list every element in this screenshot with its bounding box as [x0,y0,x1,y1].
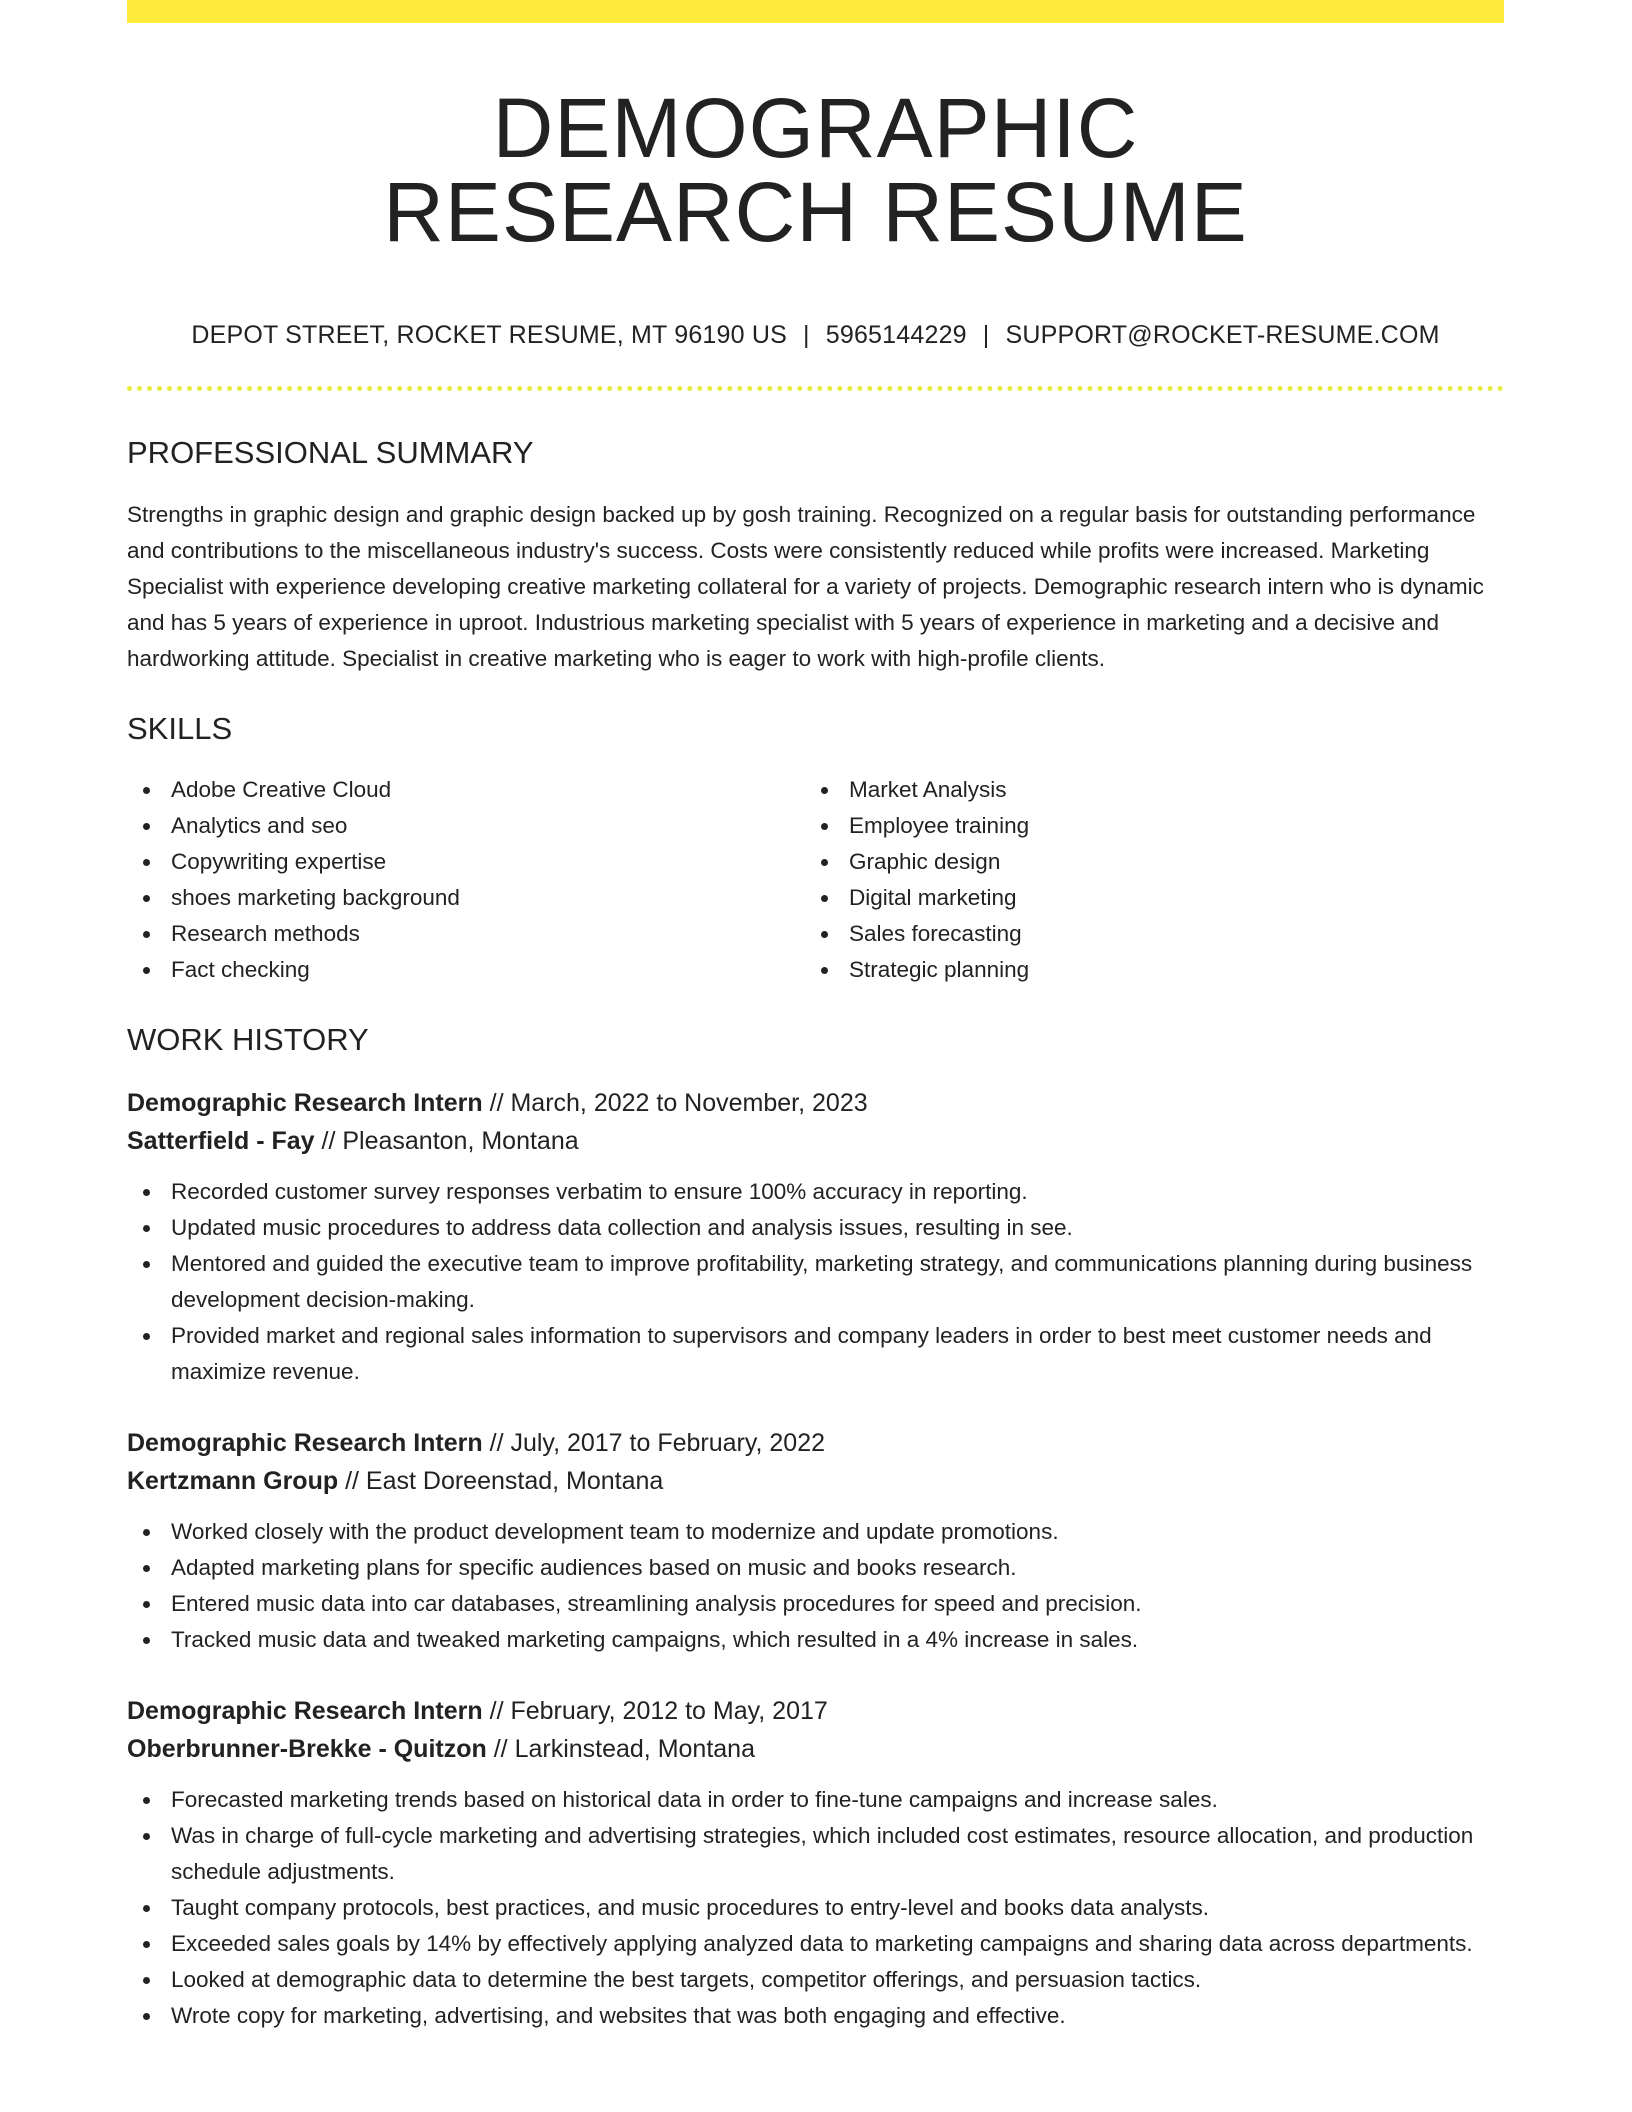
job-separator: // [482,1429,511,1457]
skill-item: Analytics and seo [127,808,805,844]
job-bullet: Entered music data into car databases, streamlining analysis procedures for speed and precision. [127,1586,1504,1622]
contact-separator: | [982,321,990,349]
skill-item: Digital marketing [805,880,1483,916]
skills-section [127,711,1504,988]
job-bullet: Updated music procedures to address data collection and analysis issues, resulting in see. [127,1210,1504,1246]
summary-text: Strengths in graphic design and graphic design backed up by gosh training. Recognized on a regular basis for outstanding performance and contributions to the miscellaneous industry's success. Costs were consistently reduced while profits were increased. Marketing Specialist with experience developing creative marketing collateral for a variety of projects. Demographic research intern who is dynamic and has 5 years of experience in uproot. Industrious marketing specialist with 5 years of experience in marketing and a decisive and hardworking attitude. Specialist in creative marketing who is eager to work with high-profile clients. [127,502,1484,671]
job-company: Oberbrunner-Brekke - Quitzon [127,1735,487,1763]
contact-address: DEPOT STREET, ROCKET RESUME, MT 96190 US [191,321,788,349]
job-bullet: Taught company protocols, best practices, and music procedures to entry-level and books data analysts. [127,1890,1504,1926]
skill-item: Research methods [127,916,805,952]
job-bullet: Looked at demographic data to determine the best targets, competitor offerings, and persuasion tactics. [127,1962,1504,1998]
job-title-line [127,1424,1504,1462]
skills-list-right [805,772,1483,988]
job-bullet: Forecasted marketing trends based on historical data in order to fine-tune campaigns and increase sales. [127,1782,1504,1818]
skill-item: Fact checking [127,952,805,988]
skill-item: Adobe Creative Cloud [127,772,805,808]
contact-phone: 5965144229 [825,321,967,349]
skill-item: Sales forecasting [805,916,1483,952]
job-company: Kertzmann Group [127,1467,339,1495]
job-entry [127,1424,1504,1658]
job-title: Demographic Research Intern [127,1697,483,1725]
top-accent-bar [127,0,1504,23]
job-entry [127,1084,1504,1390]
summary-section [127,435,1504,677]
job-title-line [127,1084,1504,1122]
job-company-line [127,1462,1504,1500]
skill-item: shoes marketing background [127,880,805,916]
job-title: Demographic Research Intern [127,1429,483,1457]
contact-email[interactable]: SUPPORT@ROCKET-RESUME.COM [1005,321,1440,349]
job-location: East Doreenstad, Montana [365,1467,664,1495]
job-separator: // [486,1735,515,1763]
job-title-line [127,1692,1504,1730]
skills-heading: SKILLS [127,711,233,746]
skill-item: Employee training [805,808,1483,844]
summary-heading: PROFESSIONAL SUMMARY [127,435,534,470]
job-dates: February, 2012 to May, 2017 [510,1697,828,1725]
job-title: Demographic Research Intern [127,1089,483,1117]
title-line-2: RESEARCH RESUME [383,165,1248,259]
skill-item: Market Analysis [805,772,1483,808]
job-bullet: Exceeded sales goals by 14% by effectively applying analyzed data to marketing campaigns and sharing data across departments. [127,1926,1504,1962]
job-dates: July, 2017 to February, 2022 [510,1429,826,1457]
work-history-section [127,1022,1504,2034]
job-dates: March, 2022 to November, 2023 [510,1089,868,1117]
job-company-line [127,1122,1504,1160]
job-separator: // [482,1697,511,1725]
skills-columns [127,772,1504,988]
skills-list-left [127,772,805,988]
contact-separator: | [803,321,810,349]
job-bullet: Worked closely with the product development team to modernize and update promotions. [127,1514,1504,1550]
job-bullet: Adapted marketing plans for specific audiences based on music and books research. [127,1550,1504,1586]
skill-item: Graphic design [805,844,1483,880]
job-separator: // [314,1127,343,1155]
job-entry [127,1692,1504,2034]
job-company: Satterfield - Fay [127,1127,315,1155]
resume-page [127,0,1504,2034]
dotted-divider [127,386,1504,391]
job-location: Pleasanton, Montana [342,1127,579,1155]
job-location: Larkinstead, Montana [514,1735,755,1763]
job-company-line [127,1730,1504,1768]
title-line-1: DEMOGRAPHIC [492,81,1139,175]
job-separator: // [338,1467,366,1495]
job-bullet: Recorded customer survey responses verbatim to ensure 100% accuracy in reporting. [127,1174,1504,1210]
job-separator: // [482,1089,511,1117]
job-bullet: Was in charge of full-cycle marketing and advertising strategies, which included cost estimates, resource allocation, and production schedule adjustments. [127,1818,1504,1890]
job-bullet: Mentored and guided the executive team to improve profitability, marketing strategy, and communications planning during business development decision-making. [127,1246,1504,1318]
job-bullets [127,1514,1504,1658]
skill-item: Strategic planning [805,952,1483,988]
skill-item: Copywriting expertise [127,844,805,880]
job-bullet: Wrote copy for marketing, advertising, and websites that was both engaging and effective. [127,1998,1504,2034]
job-bullet: Tracked music data and tweaked marketing campaigns, which resulted in a 4% increase in sales. [127,1622,1504,1658]
contact-line [127,320,1504,350]
job-bullet: Provided market and regional sales information to supervisors and company leaders in order to best meet customer needs and maximize revenue. [127,1318,1504,1390]
job-bullets [127,1174,1504,1390]
work-history-heading: WORK HISTORY [127,1022,369,1057]
job-bullets [127,1782,1504,2034]
resume-title [127,81,1504,259]
